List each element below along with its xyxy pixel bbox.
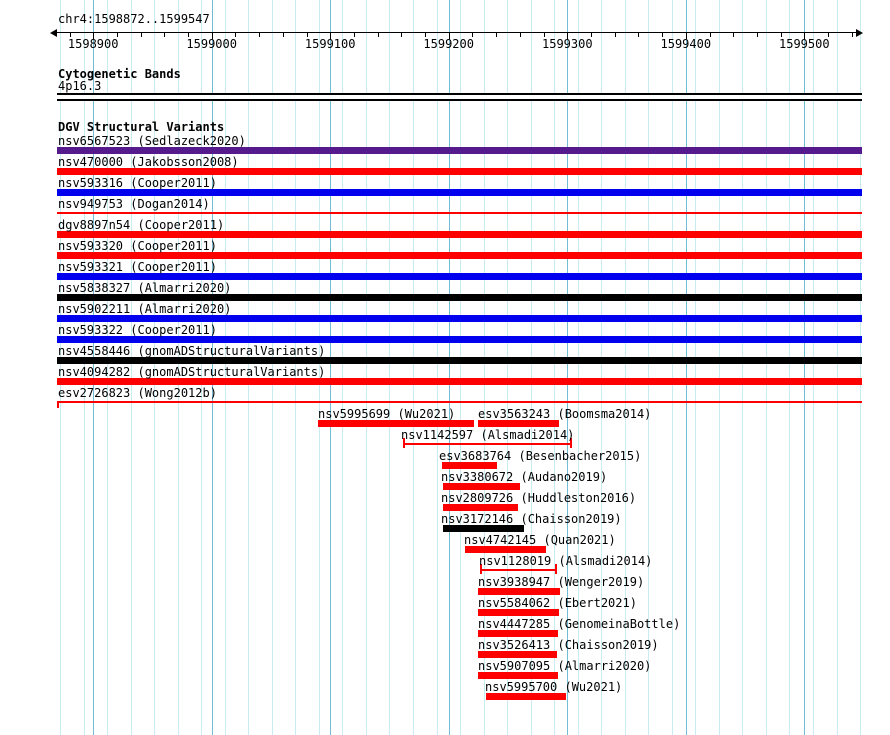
variant-range-line[interactable] [480,569,557,571]
variant-label[interactable]: nsv5907095 (Almarri2020) [478,659,652,673]
region-title: chr4:1598872..1599547 [58,12,210,26]
gridline-major [449,0,450,735]
gridline-minor [789,0,790,735]
variant-label[interactable]: nsv2809726 (Huddleston2016) [441,491,637,505]
ruler-tick-label: 1599100 [304,37,356,51]
variant-bar[interactable] [57,294,862,301]
variant-label[interactable]: nsv1128019 (Alsmadi2014) [479,554,653,568]
gridline-minor [719,0,720,735]
variant-bar[interactable] [478,630,558,637]
variant-bar[interactable] [57,315,862,322]
ruler-minor-tick [164,33,165,37]
variant-bar[interactable] [486,693,566,700]
gridline-major [330,0,331,735]
variant-label[interactable]: nsv593322 (Cooper2011) [58,323,217,337]
ruler-minor-tick [520,33,521,37]
gridline-minor [460,0,461,735]
ruler-tick-label: 1599300 [542,37,593,51]
gridline-minor [413,0,414,735]
variant-range-line[interactable] [403,443,572,445]
gridline-minor [389,0,390,735]
variant-label[interactable]: nsv4094282 (gnomADStructuralVariants) [58,365,326,379]
variant-label[interactable]: nsv4447285 (GenomeinaBottle) [478,617,681,631]
variant-bar[interactable] [318,420,474,427]
variant-range-endtick [57,401,59,408]
variant-bar[interactable] [478,609,559,616]
variant-bar[interactable] [478,588,560,595]
gridline-minor [837,0,838,735]
variant-bar[interactable] [57,378,862,385]
section-title-cytogenetic-bands: Cytogenetic Bands [58,67,181,81]
variant-label[interactable]: nsv3938947 (Wenger2019) [478,575,645,589]
gridline-minor [366,0,367,735]
variant-label[interactable]: nsv5995699 (Wu2021) [318,407,456,421]
gridline-major [686,0,687,735]
variant-bar[interactable] [57,357,862,364]
variant-label[interactable]: nsv3380672 (Audano2019) [441,470,608,484]
variant-range-line[interactable] [57,401,862,403]
ruler-minor-tick [401,33,402,37]
variant-label[interactable]: nsv5995700 (Wu2021) [485,680,623,694]
variant-bar[interactable] [443,525,524,532]
ruler-left-arrow-icon [50,29,57,37]
ruler-minor-tick [615,33,616,37]
variant-label[interactable]: nsv3172146 (Chaisson2019) [441,512,622,526]
variant-label[interactable]: nsv5838327 (Almarri2020) [58,281,232,295]
variant-bar[interactable] [57,231,862,238]
variant-bar[interactable] [57,147,862,154]
variant-label[interactable]: nsv3526413 (Chaisson2019) [478,638,659,652]
variant-label[interactable]: nsv5584062 (Ebert2021) [478,596,637,610]
variant-bar[interactable] [465,546,546,553]
ruler-minor-tick [757,33,758,37]
variant-bar[interactable] [57,252,862,259]
ruler-minor-tick [638,33,639,37]
ruler-right-arrow-icon [856,29,863,37]
gridline-minor [766,0,767,735]
ruler-minor-tick [141,33,142,37]
variant-label[interactable]: dgv8897n54 (Cooper2011) [58,218,225,232]
ruler-minor-tick [378,33,379,37]
variant-label[interactable]: nsv593321 (Cooper2011) [58,260,217,274]
ruler-minor-tick [283,33,284,37]
ruler-axis-line [57,32,856,33]
variant-bar[interactable] [442,462,497,469]
gridline-minor [342,0,343,735]
variant-label[interactable]: nsv593320 (Cooper2011) [58,239,217,253]
gridline-minor [860,0,861,735]
variant-bar[interactable] [57,273,862,280]
gridline-minor [695,0,696,735]
variant-label[interactable]: nsv4742145 (Quan2021) [464,533,616,547]
ruler-tick-label: 1598900 [67,37,119,51]
variant-label[interactable]: nsv6567523 (Sedlazeck2020) [58,134,246,148]
variant-label[interactable]: esv2726823 (Wong2012b) [58,386,217,400]
gridline-major [804,0,805,735]
variant-bar[interactable] [478,420,559,427]
variant-label[interactable]: nsv4558446 (gnomADStructuralVariants) [58,344,326,358]
ruler-minor-tick [259,33,260,37]
variant-label[interactable]: esv3683764 (Besenbacher2015) [439,449,642,463]
variant-bar[interactable] [57,189,862,196]
variant-bar[interactable] [57,336,862,343]
section-title-dgv-structural-variants: DGV Structural Variants [58,120,225,134]
variant-bar[interactable] [478,672,558,679]
ruler-tick-label: 1599400 [660,37,712,51]
variant-bar[interactable] [57,168,862,175]
gridline-minor [437,0,438,735]
cytoband-rect[interactable] [57,93,862,101]
variant-label[interactable]: nsv949753 (Dogan2014) [58,197,210,211]
variant-label[interactable]: nsv1142597 (Alsmadi2014) [401,428,575,442]
cytoband-label: 4p16.3 [58,79,102,93]
ruler-minor-tick [852,33,853,37]
variant-label[interactable]: nsv593316 (Cooper2011) [58,176,217,190]
gridline-minor [742,0,743,735]
variant-bar[interactable] [443,504,518,511]
ruler-minor-tick [496,33,497,37]
ruler-minor-tick [733,33,734,37]
variant-label[interactable]: nsv5902211 (Almarri2020) [58,302,232,316]
ruler-tick-label: 1599200 [423,37,474,51]
variant-bar[interactable] [478,651,557,658]
variant-label[interactable]: nsv470000 (Jakobsson2008) [58,155,239,169]
ruler-tick-label: 1599500 [779,37,830,51]
gridline-minor [813,0,814,735]
ruler-tick-label: 1599000 [186,37,237,51]
variant-bar[interactable] [443,483,520,490]
variant-range-line[interactable] [57,212,862,214]
variant-label[interactable]: esv3563243 (Boomsma2014) [478,407,652,421]
